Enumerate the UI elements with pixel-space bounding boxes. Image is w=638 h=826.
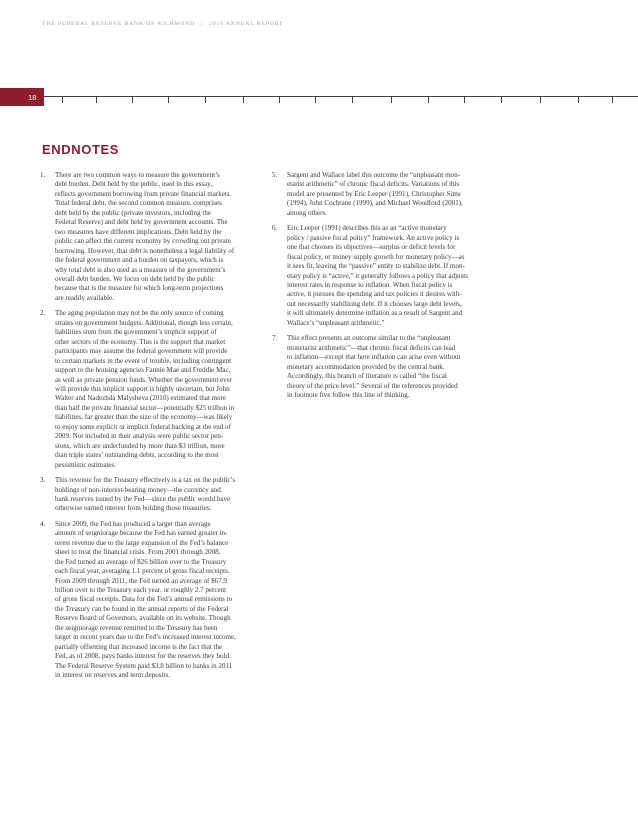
- endnote-number: 5.: [272, 171, 278, 179]
- endnote-line: active, it pursues the spending and tax policies it desires with-: [287, 290, 462, 299]
- endnote-line: the Fed turned an average of $26 billion over to the Treasury: [55, 557, 227, 566]
- endnote-line: otherwise earned interest from holding those treasuries.: [55, 504, 212, 513]
- timeline-tick: [205, 96, 206, 103]
- running-header: [42, 21, 283, 27]
- endnotes-right-column: [272, 171, 498, 406]
- endnote-line: among others.: [287, 208, 327, 217]
- endnote-item: [40, 171, 267, 303]
- timeline-tick: [612, 96, 613, 103]
- endnote-number: 4.: [40, 519, 46, 528]
- endnote-text: [55, 476, 267, 514]
- endnote-text: [55, 520, 267, 681]
- endnote-number: 1.: [40, 171, 46, 179]
- header-separator: |: [201, 21, 204, 27]
- header-report: 2011 ANNUAL REPORT: [209, 21, 284, 27]
- endnote-text: [287, 171, 498, 218]
- endnote-line: larger in recent years due to the Fed’s increased interest income,: [55, 633, 236, 642]
- endnote-line: two measures have different implications. Debt held by the: [55, 227, 222, 236]
- endnote-item: [272, 224, 498, 328]
- endnote-line: monetarist arithmetic”—that chronic fiscal deficits can lead: [287, 343, 456, 352]
- timeline-tick: [464, 96, 465, 103]
- endnote-line: etarist arithmetic” of chronic fiscal deficits. Variations of this: [287, 180, 460, 189]
- endnote-line: why total debt is also used as a measure of the government’s: [55, 265, 226, 274]
- endnote-line: to certain markets in the event of trouble, including contingent: [55, 356, 232, 365]
- endnote-line: Eric Leeper (1991) describes this as an “active monetary: [287, 224, 447, 233]
- endnote-line: participants may assume the federal government will provide: [55, 347, 228, 356]
- endnote-line: pessimistic estimates.: [55, 460, 117, 469]
- endnote-text: [287, 224, 498, 328]
- endnote-line: From 2009 through 2011, the Fed turned an average of $67.9: [55, 576, 227, 585]
- endnote-line: in interest on reserves and term deposits.: [55, 671, 170, 680]
- endnote-item: [40, 520, 267, 681]
- page-number: 18: [28, 92, 37, 102]
- endnote-number: 2.: [40, 309, 46, 318]
- endnote-line: to inflation—except that here inflation can arise even without: [287, 353, 461, 362]
- endnote-line: it sees fit, leaving the “passive” entity to stabilize debt. If mon-: [287, 262, 465, 271]
- endnote-item: [272, 171, 498, 218]
- endnote-line: overall debt burden. We focus on debt held by the public: [55, 274, 215, 283]
- endnote-line: Fed, as of 2008, pays banks interest for the reserves they hold.: [55, 652, 231, 661]
- endnote-line: terest revenue due to the large expansion of the Fed’s balance: [55, 538, 229, 547]
- timeline-tick: [501, 96, 502, 103]
- endnote-line: are readily available.: [55, 293, 114, 302]
- endnote-line: support to the housing agencies Fannie Mae and Freddie Mac,: [55, 366, 231, 375]
- timeline-tick: [352, 96, 353, 103]
- endnote-line: This revenue for the Treasury effectively is a tax on the public’s: [55, 476, 236, 485]
- endnote-line: holdings of non-interest-bearing money—the currency and: [55, 485, 221, 494]
- page-title: ENDNOTES: [42, 142, 120, 157]
- timeline-tick: [62, 96, 63, 103]
- endnote-line: sions, which are underfunded by more than $3 trillion, more: [55, 441, 225, 450]
- endnote-line: liabilities stem from the government’s implicit support of: [55, 328, 217, 337]
- endnote-line: it will ultimately determine inflation as a result of Sargent and: [287, 309, 463, 318]
- endnote-line: model are presented by Eric Leeper (1991), Christopher Sims: [287, 189, 461, 198]
- timeline-tick: [243, 96, 244, 103]
- endnote-line: There are two common ways to measure the government’s: [55, 171, 220, 179]
- endnote-line: partially offsetting that increased income is the fact that the: [55, 642, 223, 651]
- timeline-tick: [96, 96, 97, 103]
- endnote-line: bank reserves issued by the Fed—since the public would have: [55, 494, 231, 503]
- endnote-line: to enjoy some explicit or implicit federal backing at the end of: [55, 422, 231, 431]
- endnote-line: each fiscal year, averaging 1.1 percent of gross fiscal receipts.: [55, 567, 230, 576]
- endnote-line: borrowing. However, that debt is nonetheless a legal liability of: [55, 246, 235, 255]
- endnote-line: Reserve Board of Governors, available on its website. Though: [55, 614, 231, 623]
- timeline-tick: [279, 96, 280, 103]
- endnotes-left-column: [40, 171, 267, 687]
- endnote-number: 7.: [272, 334, 278, 343]
- endnote-number: 3.: [40, 476, 46, 485]
- header-org: THE FEDERAL RESERVE BANK OF RICHMOND: [42, 21, 196, 27]
- endnote-line: etary policy is “active,” it generally follows a policy that adjusts: [287, 271, 469, 280]
- page-number-badge: [0, 88, 44, 106]
- endnote-line: reflects government borrowing from private financial markets.: [55, 189, 232, 198]
- endnote-text: [55, 309, 267, 470]
- endnote-text: [287, 334, 498, 400]
- endnote-line: other sectors of the economy. This is the support that market: [55, 337, 226, 346]
- endnote-item: [40, 309, 267, 470]
- endnote-line: will provide this implicit support is highly uncertain, but John: [55, 384, 230, 393]
- endnote-line: Sargent and Wallace label this outcome the “unpleasant mon-: [287, 171, 460, 179]
- endnote-line: in footnote five follow this line of thinking.: [287, 390, 410, 399]
- endnote-line: than half the private financial sector—potentially $25 trillion in: [55, 403, 235, 412]
- endnote-line: the Treasury can be found in the annual reports of the Federal: [55, 604, 229, 613]
- endnote-line: theory of the price level.” Several of the references provided: [287, 381, 458, 390]
- endnote-line: This effect presents an outcome similar to the “unpleasant: [287, 334, 451, 343]
- endnote-item: [272, 334, 498, 400]
- decorative-timeline: [44, 96, 638, 97]
- endnote-line: (1994), John Cochrane (1999), and Michael Woodford (2001),: [287, 199, 463, 208]
- endnote-line: the federal government and a burden on taxpayers, which is: [55, 256, 224, 265]
- endnote-line: than triple states’ outstanding debts, according to the most: [55, 451, 219, 460]
- endnote-line: strains on government budgets. Additional, though less certain,: [55, 318, 233, 327]
- endnote-line: because that is the measure for which long-term projections: [55, 284, 224, 293]
- endnote-line: policy / passive fiscal policy” framework. An active policy is: [287, 233, 460, 242]
- endnote-line: Walter and Nadezhda Malysheva (2010) estimated that more: [55, 394, 227, 403]
- timeline-tick: [315, 96, 316, 103]
- timeline-tick: [428, 96, 429, 103]
- timeline-tick: [132, 96, 133, 103]
- endnote-line: debt burden. Debt held by the public, used in this essay,: [55, 180, 213, 189]
- endnote-item: [40, 476, 267, 514]
- endnote-line: of gross fiscal receipts. Data for the Fed’s annual remissions to: [55, 595, 233, 604]
- endnote-line: sheet to treat the financial crisis. From 2001 through 2008,: [55, 548, 221, 557]
- endnote-line: fiscal policy, or money supply growth for monetary policy—as: [287, 252, 465, 261]
- timeline-tick: [540, 96, 541, 103]
- endnote-line: 2009. Not included in their analysis were public sector pen-: [55, 432, 224, 441]
- endnote-line: liabilities, far greater than the size of the economy—was likely: [55, 413, 233, 422]
- timeline-tick: [168, 96, 169, 103]
- endnote-line: amount of seigniorage because the Fed has earned greater in-: [55, 529, 228, 538]
- endnote-line: out necessarily stabilizing debt. If it chooses large debt levels,: [287, 299, 462, 308]
- endnote-line: debt held by the public (private investors, including the: [55, 208, 211, 217]
- endnote-number: 6.: [272, 224, 278, 233]
- endnote-line: The aging population may not be the only source of coming: [55, 309, 224, 318]
- endnote-line: billion over to the Treasury each year, or roughly 2.7 percent: [55, 586, 227, 595]
- endnote-line: the seigniorage revenue remitted to the Treasury has been: [55, 623, 218, 632]
- endnote-line: Total federal debt, the second common measure, comprises: [55, 199, 222, 208]
- endnote-text: [55, 171, 267, 303]
- endnote-line: one that chooses its objectives—surplus or deficit levels for: [287, 243, 456, 252]
- endnote-line: as well as private pension funds. Whether the government ever: [55, 375, 233, 384]
- endnote-line: Since 2009, the Fed has produced a larger than average: [55, 519, 211, 528]
- endnote-line: public can affect the current economy by crowding out private: [55, 237, 231, 246]
- endnote-line: monetary accommodation provided by the central bank.: [287, 362, 445, 371]
- timeline-tick: [578, 96, 579, 103]
- endnote-line: The Federal Reserve System paid $3.8 billion to banks in 2011: [55, 661, 233, 670]
- endnote-line: Accordingly, this branch of literature is called “the fiscal: [287, 372, 447, 381]
- endnote-line: Wallace’s “unpleasant arithmetic.”: [287, 318, 385, 327]
- timeline-tick: [391, 96, 392, 103]
- endnote-line: interest rates in response to inflation. When fiscal policy is: [287, 280, 453, 289]
- endnote-line: Federal Reserve) and debt held by government accounts. The: [55, 218, 228, 227]
